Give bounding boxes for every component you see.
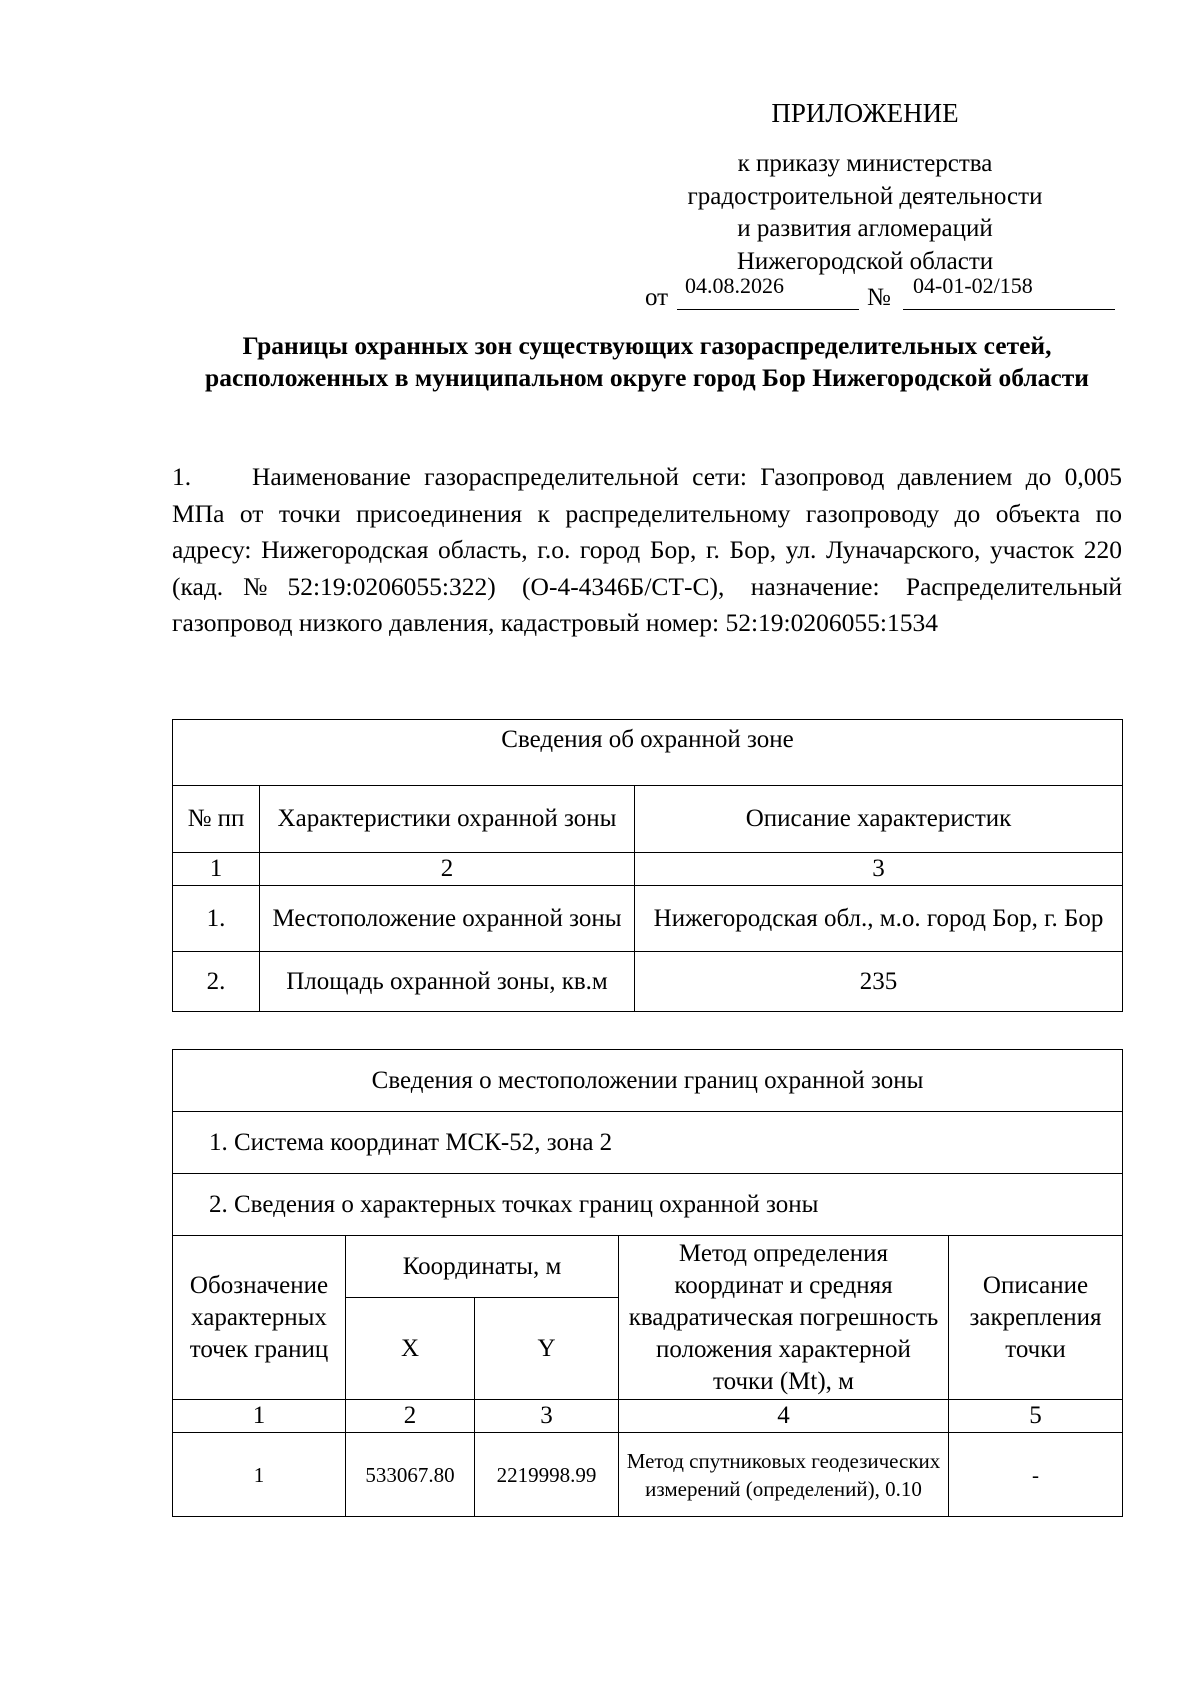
- appendix-heading: ПРИЛОЖЕНИЕ: [771, 98, 959, 128]
- paragraph-text: Наименование газораспределительной сети: Газопровод давлением до 0,005 МПа от точки присоединения к распределительному газопроводу до объекта по адресу: Нижегородская область, г.о. город Бор, г. Бор, ул. Луначарского, участок 220 (кад.№52:19:0206055:322) (О-4-4346Б/СТ-С), назначение: Распределительный газопровод низкого давления, кадастровый номер: 52:19:0206055:1534: [172, 462, 1122, 637]
- header-y: Y: [475, 1298, 619, 1400]
- date-field: [677, 275, 859, 310]
- order-date: 04.08.2026: [685, 273, 784, 298]
- coordinates-table: [172, 1049, 1123, 1517]
- point-y: 2219998.99: [475, 1433, 619, 1517]
- order-line: градостроительной деятельности: [687, 182, 1043, 210]
- header-cell: № пп: [173, 786, 260, 853]
- table-cell: 1.: [173, 886, 260, 952]
- table-cell: Площадь охранной зоны, кв.м: [260, 952, 635, 1012]
- header-fixing: Описание закрепления точки: [949, 1236, 1123, 1400]
- order-line: и развития агломераций: [737, 215, 993, 242]
- order-line: Нижегородской области: [736, 247, 994, 275]
- table-cell: Местоположение охранной зоны: [260, 886, 635, 952]
- coords-table-caption: Сведения о местоположении границ охранной зоны: [173, 1050, 1123, 1112]
- coordinate-system: 1. Система координат МСК-52, зона 2: [173, 1112, 1123, 1174]
- column-number: 2: [346, 1400, 475, 1433]
- from-label: от: [645, 284, 669, 311]
- number-label: №: [867, 284, 891, 311]
- point-designation: 1: [173, 1433, 346, 1517]
- column-number: 4: [619, 1400, 949, 1433]
- order-reference: [625, 148, 1105, 278]
- network-description: [172, 459, 1122, 642]
- header-cell: Описание характеристик: [635, 786, 1123, 853]
- table-cell: 235: [635, 952, 1123, 1012]
- header-designation: Обозначение характерных точек границ: [173, 1236, 346, 1400]
- zone-table-caption: Сведения об охранной зоне: [173, 720, 1123, 786]
- points-caption: 2. Сведения о характерных точках границ охранной зоны: [173, 1174, 1123, 1236]
- column-number: 5: [949, 1400, 1123, 1433]
- point-method: Метод спутниковых геодезических измерений (определений), 0.10: [619, 1433, 949, 1517]
- header-coordinates: Координаты, м: [346, 1236, 619, 1298]
- column-number: 1: [173, 853, 260, 886]
- order-line: к приказу министерства: [737, 150, 993, 177]
- order-date-number-line: [645, 273, 1115, 316]
- header-cell: Характеристики охранной зоны: [260, 786, 635, 853]
- header-method: Метод определения координат и средняя квадратическая погрешность положения характерной точки (Mt), м: [619, 1236, 949, 1400]
- number-field: [903, 275, 1115, 310]
- column-number: 3: [635, 853, 1123, 886]
- header-x: X: [346, 1298, 475, 1400]
- table-cell: Нижегородская обл., м.о. город Бор, г. Бор: [635, 886, 1123, 952]
- point-x: 533067.80: [346, 1433, 475, 1517]
- table-row: [173, 952, 1123, 1012]
- table-cell: 2.: [173, 952, 260, 1012]
- column-number: 1: [173, 1400, 346, 1433]
- paragraph-number: 1.: [172, 462, 192, 491]
- document-title: Границы охранных зон существующих газораспределительных сетей, расположенных в муниципальном округе город Бор Нижегородской области: [205, 331, 1089, 392]
- column-number: 2: [260, 853, 635, 886]
- order-number: 04-01-02/158: [913, 273, 1033, 298]
- table-row: [173, 1433, 1123, 1517]
- point-fixing: -: [949, 1433, 1123, 1517]
- table-row: [173, 886, 1123, 952]
- column-number: 3: [475, 1400, 619, 1433]
- zone-info-table: [172, 719, 1123, 1012]
